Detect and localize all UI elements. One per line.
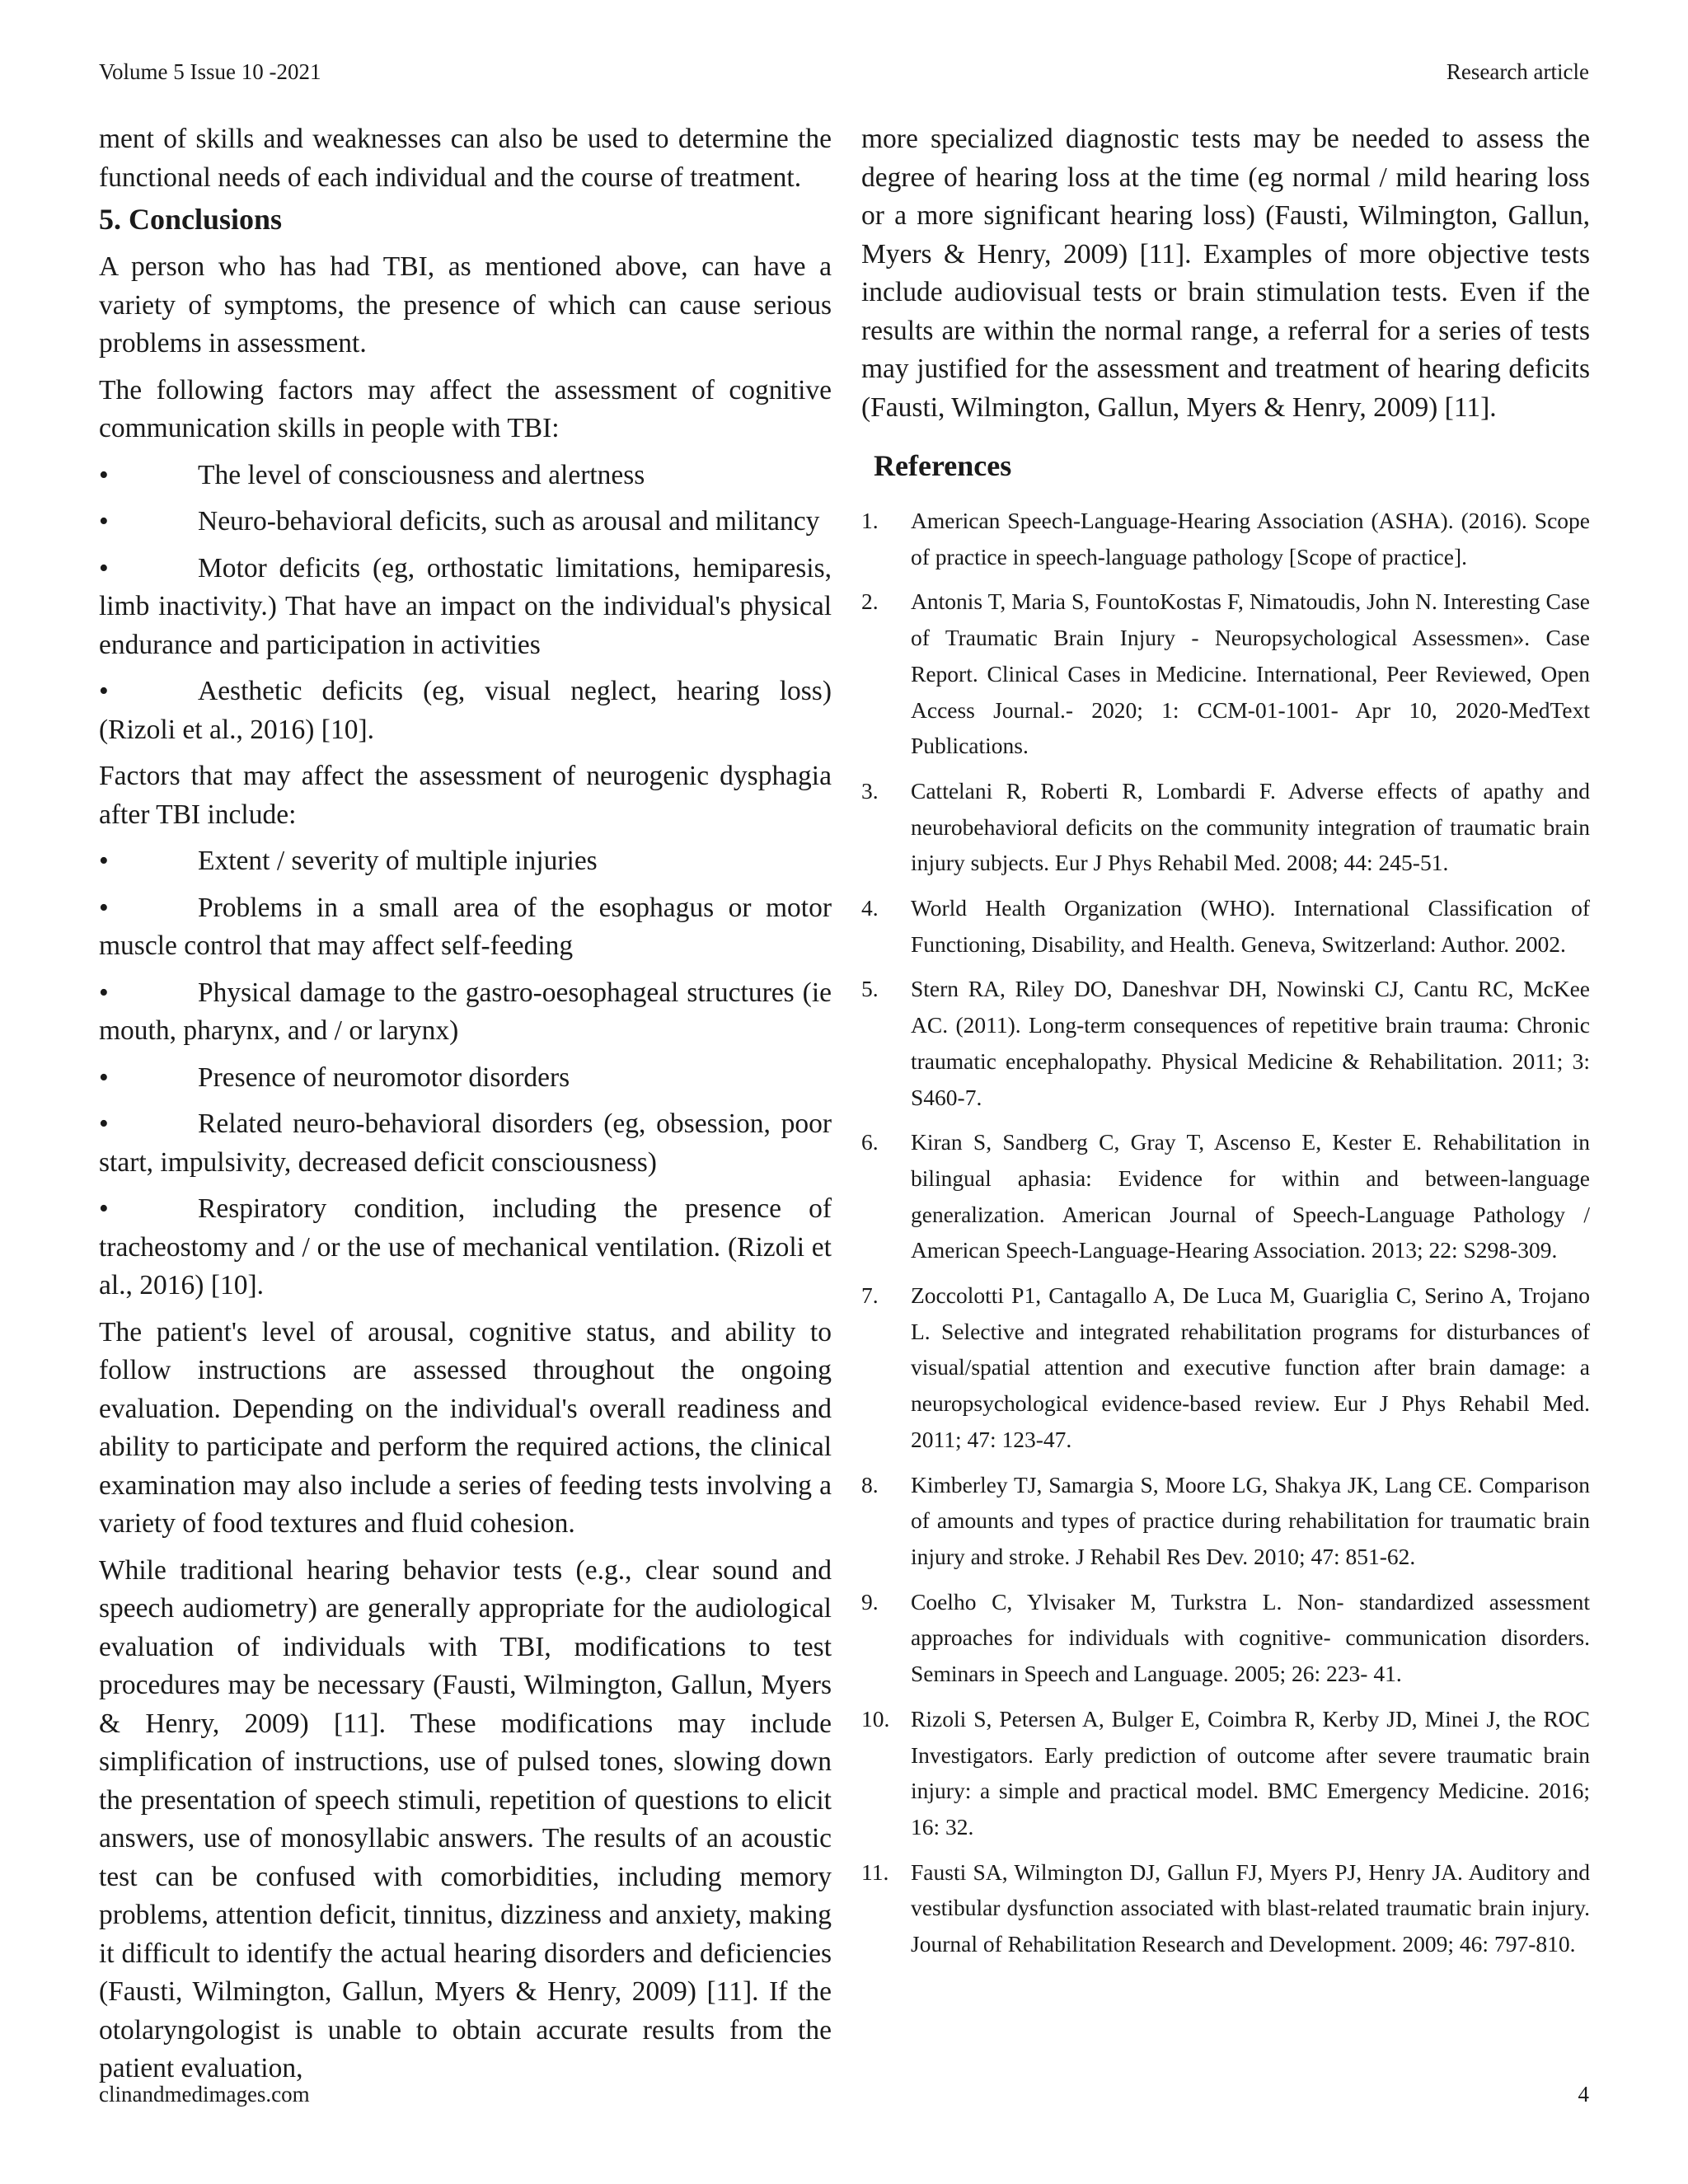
bullet-list-dysphagia: [99, 842, 832, 1305]
bullet-icon: •: [99, 1193, 109, 1224]
reference-item: 11. Fausti SA, Wilmington DJ, Gallun FJ, Myers PJ, Henry JA. Auditory and vestibular dysfunction associated with blast-related traumatic brain injury. Journal of Rehabilitation Research and Development. 2009; 46: 797-810.: [861, 1858, 1590, 1957]
list-item: • Related neuro-behavioral disorders (eg, obsession, poor start, impulsivity, decreased deficit consciousness): [99, 1105, 832, 1182]
left-column: [99, 120, 832, 2097]
paragraph: A person who has had TBI, as mentioned above, can have a variety of symptoms, the presence of which can cause serious problems in assessment.: [99, 251, 832, 359]
right-column: [861, 120, 1590, 1971]
bullet-icon: •: [99, 676, 109, 706]
reference-item: 9. Coelho C, Ylvisaker M, Turkstra L. Non- standardized assessment approaches for individuals with cognitive- communication disorders. Seminars in Speech and Language. 2005; 26: 223- 41.: [861, 1588, 1590, 1687]
journal-volume-header: Volume 5 Issue 10 -2021: [99, 59, 321, 84]
list-item: • Aesthetic deficits (eg, visual neglect, hearing loss) (Rizoli et al., 2016) [10].: [99, 673, 832, 749]
reference-item: 6. Kiran S, Sandberg C, Gray T, Ascenso E, Kester E. Rehabilitation in bilingual aphasia: Evidence for within and between-language generalization. American Journal of Speech-Language Pathology / American Speech-Language-Hearing Association. 2013; 22: S298-309.: [861, 1129, 1590, 1263]
paragraph: The patient's level of arousal, cognitive status, and ability to follow instructions are assessed throughout the ongoing evaluation. Depending on the individual's overall readiness and ability to participate and perform the required actions, the clinical examination may also include a series of feeding tests involving a variety of food textures and fluid cohesion.: [99, 1316, 832, 1539]
bullet-list-cognitive: [99, 457, 832, 750]
continuation-paragraph: more specialized diagnostic tests may be needed to assess the degree of hearing loss at the time (eg normal / mild hearing loss or a more significant hearing loss) (Fausti, Wilmington, Gallun, Myers & Henry, 2009) [11]. Examples of more objective tests include audiovisual tests or brain stimulation tests. Even if the results are within the normal range, a referral for a series of tests may justified for the assessment and treatment of hearing deficits (Fausti, Wilmington, Gallun, Myers & Henry, 2009) [11].: [861, 124, 1590, 423]
conclusions-heading: 5. Conclusions: [99, 203, 283, 236]
article-type-header: Research article: [1446, 59, 1589, 84]
bullet-icon: •: [99, 459, 109, 490]
reference-item: 3. Cattelani R, Roberti R, Lombardi F. Adverse effects of apathy and neurobehavioral deficits on the community integration of traumatic brain injury subjects. Eur J Phys Rehabil Med. 2008; 44: 245-51.: [861, 777, 1590, 876]
website-footer: clinandmedimages.com: [99, 2082, 310, 2107]
list-item: • Neuro-behavioral deficits, such as arousal and militancy: [99, 503, 832, 541]
bullet-icon: •: [99, 506, 109, 537]
bullet-icon: •: [99, 1108, 109, 1139]
list-item: • Respiratory condition, including the presence of tracheostomy and / or the use of mechanical ventilation. (Rizoli et al., 2016) [10].: [99, 1190, 832, 1305]
paragraph: Factors that may affect the assessment of neurogenic dysphagia after TBI include:: [99, 761, 832, 830]
reference-item: 10. Rizoli S, Petersen A, Bulger E, Coimbra R, Kerby JD, Minei J, the ROC Investigators. Early prediction of outcome after severe traumatic brain injury: a simple and practical model. BMC Emergency Medicine. 2016; 16: 32.: [861, 1705, 1590, 1840]
list-item: • Problems in a small area of the esophagus or motor muscle control that may affect self-feeding: [99, 889, 832, 966]
reference-item: 4. World Health Organization (WHO). International Classification of Functioning, Disability, and Health. Geneva, Switzerland: Author. 2002.: [861, 895, 1590, 957]
list-item: • The level of consciousness and alertness: [99, 457, 832, 495]
bullet-icon: •: [99, 846, 109, 876]
list-item: • Extent / severity of multiple injuries: [99, 842, 832, 881]
paragraph: The following factors may affect the assessment of cognitive communication skills in people with TBI:: [99, 374, 832, 443]
bullet-icon: •: [99, 552, 109, 583]
reference-item: 8. Kimberley TJ, Samargia S, Moore LG, Shakya JK, Lang CE. Comparison of amounts and types of practice during rehabilitation for traumatic brain injury and stroke. J Rehabil Res Dev. 2010; 47: 851-62.: [861, 1471, 1590, 1569]
reference-item: 5. Stern RA, Riley DO, Daneshvar DH, Nowinski CJ, Cantu RC, McKee AC. (2011). Long-term consequences of repetitive brain trauma: Chronic traumatic encephalopathy. Physical Medicine & Rehabilitation. 2011; 3: S460-7.: [861, 976, 1590, 1110]
references-heading: References: [874, 449, 1012, 482]
list-item: • Presence of neuromotor disorders: [99, 1059, 832, 1098]
intro-paragraph: ment of skills and weaknesses can also be used to determine the functional needs of each individual and the course of treatment.: [99, 124, 832, 193]
page-number: 4: [1578, 2082, 1589, 2107]
reference-item: 1. American Speech-Language-Hearing Association (ASHA). (2016). Scope of practice in speech-language pathology [Scope of practice].: [861, 508, 1590, 569]
reference-item: 2. Antonis T, Maria S, FountoKostas F, Nimatoudis, John N. Interesting Case of Traumatic Brain Injury - Neuropsychological Assessmen». Case Report. Clinical Cases in Medicine. International, Peer Reviewed, Open Access Journal.- 2020; 1: CCM-01-1001- Apr 10, 2020-MedText Publications.: [861, 588, 1590, 759]
bullet-icon: •: [99, 892, 109, 923]
bullet-icon: •: [99, 977, 109, 1008]
list-item: • Physical damage to the gastro-oesophageal structures (ie mouth, pharynx, and / or larynx): [99, 974, 832, 1051]
references-list: [861, 503, 1590, 1962]
list-item: • Motor deficits (eg, orthostatic limitations, hemiparesis, limb inactivity.) That have an impact on the individual's physical endurance and participation in activities: [99, 550, 832, 665]
paragraph: While traditional hearing behavior tests (e.g., clear sound and speech audiometry) are generally appropriate for the audiological evaluation of individuals with TBI, modifications to test procedures may be necessary (Fausti, Wilmington, Gallun, Myers & Henry, 2009) [11]. These modifications may include simplification of instructions, use of pulsed tones, slowing down the presentation of speech stimuli, repetition of questions to elicit answers, use of monosyllabic answers. The results of an acoustic test can be confused with comorbidities, including memory problems, attention deficit, tinnitus, dizziness and anxiety, making it difficult to identify the actual hearing disorders and deficiencies (Fausti, Wilmington, Gallun, Myers & Henry, 2009) [11]. If the otolaryngologist is unable to obtain accurate results from the patient evaluation,: [99, 1554, 832, 2083]
bullet-icon: •: [99, 1062, 109, 1093]
reference-item: 7. Zoccolotti P1, Cantagallo A, De Luca M, Guariglia C, Serino A, Trojano L. Selective and integrated rehabilitation programs for disturbances of visual/spatial attention and executive function after brain damage: a neuropsychological evidence-based review. Eur J Phys Rehabil Med. 2011; 47: 123-47.: [861, 1282, 1590, 1452]
